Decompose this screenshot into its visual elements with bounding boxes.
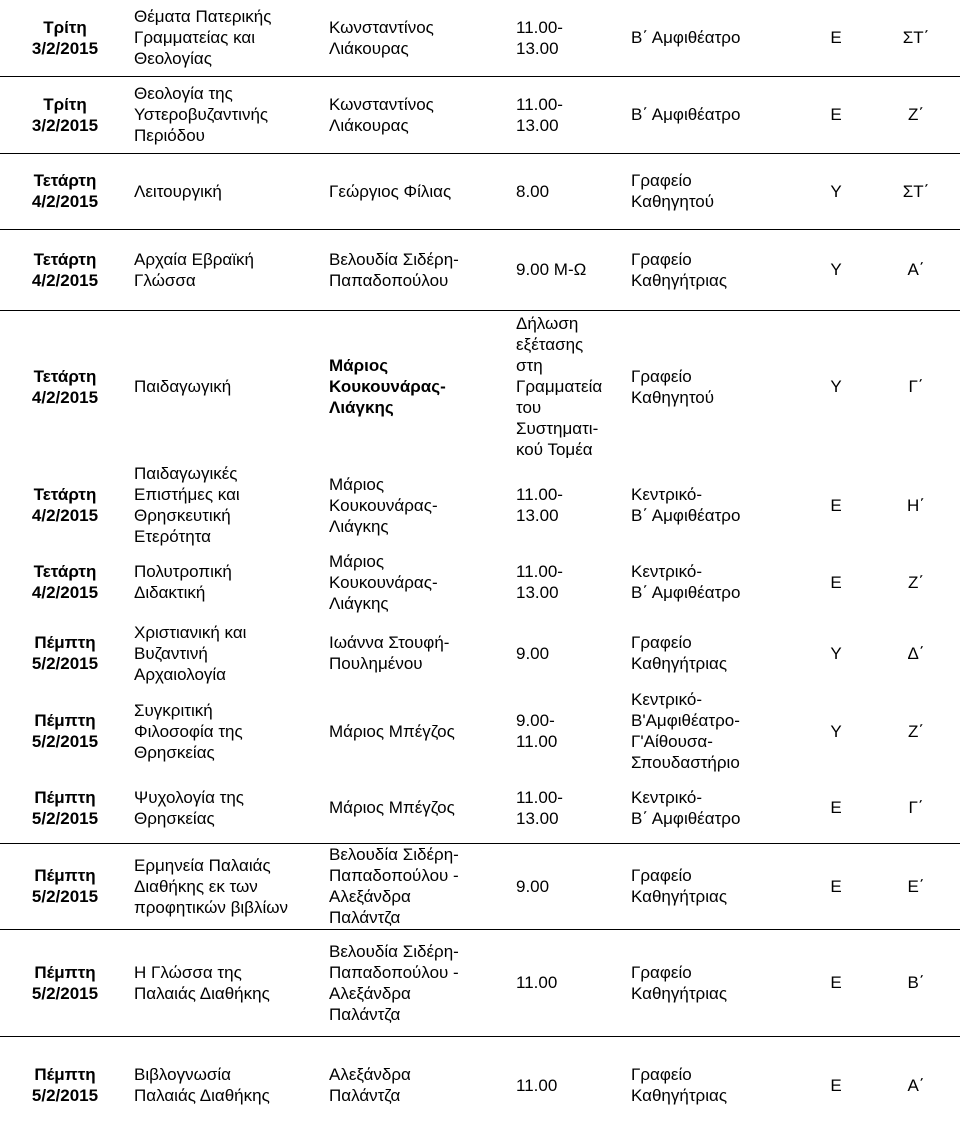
exam-place: Γραφείο <box>631 1065 692 1085</box>
day-name: Πέμπτη <box>34 633 96 652</box>
professor-name: Μάριος Μπέγζος <box>329 721 455 741</box>
exam-time: 11.00- <box>516 17 563 37</box>
day-name: Πέμπτη <box>34 787 96 807</box>
professor-name: Κουκουνάρας- <box>329 495 438 515</box>
course-name: Παλαιάς Διαθήκης <box>134 1086 270 1106</box>
day-cell <box>0 547 128 617</box>
professor-cell <box>323 310 510 463</box>
course-cell <box>128 310 323 463</box>
exam-date: 5/2/2015 <box>31 1086 99 1106</box>
course-name: Διαθήκης εκ των <box>134 876 258 896</box>
exam-time: 9.00 <box>516 643 550 663</box>
exam-time: 11.00- <box>516 787 563 807</box>
exam-place: Β΄ Αμφιθέατρο <box>631 506 741 525</box>
course-cell <box>128 843 323 929</box>
exam-place: Γραφείο <box>631 962 692 982</box>
exam-date: 3/2/2015 <box>31 115 99 135</box>
exam-time: κού Τομέα <box>516 440 593 460</box>
professor-name: Μάριος <box>329 474 385 494</box>
professor-name: Παλάντζα <box>329 1004 401 1024</box>
exam-time: 13.00 <box>516 115 559 135</box>
table-row <box>0 929 960 1036</box>
course-name: Συγκριτική <box>134 700 213 720</box>
professor-cell <box>323 929 510 1036</box>
time-cell <box>510 76 625 153</box>
course-cell <box>128 929 323 1036</box>
semester-code: ΣΤ΄ <box>902 181 930 201</box>
professor-cell <box>323 229 510 310</box>
day-name: Πέμπτη <box>34 962 96 982</box>
exam-date: 5/2/2015 <box>31 654 99 673</box>
time-cell <box>510 929 625 1036</box>
semester-code: ΣΤ΄ <box>902 28 930 48</box>
period-cell <box>800 0 870 76</box>
course-name: Θεολογίας <box>134 49 212 69</box>
semester-cell <box>870 547 960 617</box>
exam-date: 4/2/2015 <box>31 387 99 407</box>
course-name: Θεολογία της <box>134 84 233 103</box>
professor-cell <box>323 773 510 843</box>
day-name: Τετάρτη <box>33 366 97 386</box>
table-row <box>0 689 960 773</box>
table-row <box>0 1036 960 1134</box>
exam-time: στη <box>516 356 543 376</box>
course-name: Επιστήμες και <box>134 485 240 504</box>
day-name: Πέμπτη <box>34 711 96 730</box>
semester-cell <box>870 229 960 310</box>
exam-time: 9.00 <box>516 876 550 896</box>
place-cell <box>625 547 800 617</box>
course-name: Γραμματείας και <box>134 28 255 48</box>
professor-cell <box>323 689 510 773</box>
day-cell <box>0 463 128 547</box>
place-cell <box>625 929 800 1036</box>
day-cell <box>0 76 128 153</box>
table-row <box>0 547 960 617</box>
exam-place: Β΄ Αμφιθέατρο <box>631 808 741 828</box>
exam-place: Β'Αμφιθέατρο- <box>631 711 740 730</box>
course-cell <box>128 547 323 617</box>
semester-code: Α΄ <box>907 1075 925 1095</box>
semester-cell <box>870 773 960 843</box>
course-cell <box>128 153 323 229</box>
professor-cell <box>323 463 510 547</box>
exam-place: Β΄ Αμφιθέατρο <box>631 583 741 602</box>
period-cell <box>800 76 870 153</box>
day-cell <box>0 310 128 463</box>
exam-place: Β΄ Αμφιθέατρο <box>631 28 741 48</box>
professor-name: Βελουδία Σιδέρη- <box>329 249 459 269</box>
period-cell <box>800 773 870 843</box>
course-name: Η Γλώσσα της <box>134 962 242 982</box>
period-code: Ε <box>830 876 842 896</box>
exam-place: Καθηγητού <box>631 387 715 407</box>
exam-date: 5/2/2015 <box>31 887 99 906</box>
period-cell <box>800 463 870 547</box>
day-cell <box>0 1036 128 1134</box>
exam-time: Συστηματι- <box>516 419 599 439</box>
day-cell <box>0 843 128 929</box>
exam-place: Κεντρικό- <box>631 485 702 504</box>
professor-cell <box>323 843 510 929</box>
exam-time: Δήλωση <box>516 314 579 334</box>
course-name: Φιλοσοφία της <box>134 721 243 741</box>
course-cell <box>128 689 323 773</box>
course-name: Περιόδου <box>134 126 205 145</box>
exam-date: 5/2/2015 <box>31 808 99 828</box>
course-name: Αρχαία Εβραϊκή <box>134 249 254 269</box>
professor-cell <box>323 547 510 617</box>
semester-code: Γ΄ <box>908 798 924 818</box>
exam-place: Κεντρικό- <box>631 787 702 807</box>
day-name: Πέμπτη <box>34 1065 96 1085</box>
time-cell <box>510 1036 625 1134</box>
course-name: Θέματα Πατερικής <box>134 7 272 27</box>
professor-name: Αλεξάνδρα <box>329 983 411 1003</box>
table-row <box>0 773 960 843</box>
course-cell <box>128 463 323 547</box>
semester-code: Ζ΄ <box>907 572 925 592</box>
course-cell <box>128 1036 323 1134</box>
exam-time: 9.00- <box>516 711 555 730</box>
exam-time: 8.00 <box>516 181 550 201</box>
course-cell <box>128 0 323 76</box>
exam-time: του <box>516 398 542 418</box>
place-cell <box>625 229 800 310</box>
course-name: Θρησκείας <box>134 742 215 762</box>
period-code: Υ <box>830 643 842 663</box>
semester-cell <box>870 0 960 76</box>
semester-code: Γ΄ <box>908 377 924 397</box>
period-code: Ε <box>830 105 842 124</box>
place-cell <box>625 617 800 689</box>
period-code: Ε <box>830 1075 842 1095</box>
professor-cell <box>323 0 510 76</box>
professor-name: Λιάκουρας <box>329 38 409 58</box>
professor-cell <box>323 617 510 689</box>
period-cell <box>800 153 870 229</box>
time-cell <box>510 463 625 547</box>
exam-place: Γραφείο <box>631 249 692 269</box>
course-name: Παιδαγωγικές <box>134 464 238 483</box>
professor-name: Κουκουνάρας- <box>329 572 438 592</box>
course-name: Χριστιανική και <box>134 622 247 642</box>
course-name: Θρησκευτική <box>134 506 231 525</box>
period-code: Ε <box>830 798 842 818</box>
exam-time: 11.00 <box>516 973 558 992</box>
exam-place: Καθηγητού <box>631 192 715 211</box>
course-cell <box>128 229 323 310</box>
day-name: Τετάρτη <box>33 562 97 581</box>
period-cell <box>800 229 870 310</box>
course-name: Ερμηνεία Παλαιάς <box>134 855 271 875</box>
exam-time: εξέτασης <box>516 335 584 355</box>
exam-date: 5/2/2015 <box>31 983 99 1003</box>
exam-time: 13.00 <box>516 583 559 602</box>
semester-code: Ζ΄ <box>907 721 925 741</box>
exam-place: Γραφείο <box>631 866 692 885</box>
exam-date: 4/2/2015 <box>31 583 99 602</box>
period-cell <box>800 843 870 929</box>
exam-time: Γραμματεία <box>516 377 603 397</box>
time-cell <box>510 0 625 76</box>
professor-name: Παλάντζα <box>329 1086 401 1106</box>
exam-date: 5/2/2015 <box>31 732 99 751</box>
course-cell <box>128 617 323 689</box>
day-name: Τρίτη <box>43 94 87 114</box>
professor-cell <box>323 76 510 153</box>
professor-name: Λιάκουρας <box>329 115 409 135</box>
professor-cell <box>323 153 510 229</box>
day-cell <box>0 229 128 310</box>
professor-name: Βελουδία Σιδέρη- <box>329 941 459 961</box>
course-name: Βιβλογνωσία <box>134 1065 231 1085</box>
semester-code: Α΄ <box>907 260 925 279</box>
time-cell <box>510 617 625 689</box>
period-code: Ε <box>830 28 842 48</box>
professor-name: Βελουδία Σιδέρη- <box>329 845 459 864</box>
place-cell <box>625 153 800 229</box>
professor-name: Κωνσταντίνος <box>329 94 434 114</box>
day-cell <box>0 929 128 1036</box>
semester-cell <box>870 310 960 463</box>
day-cell <box>0 0 128 76</box>
professor-name: Μάριος <box>329 551 385 571</box>
table-row <box>0 843 960 929</box>
professor-name: Λιάγκης <box>329 516 389 536</box>
table-row <box>0 310 960 463</box>
day-cell <box>0 617 128 689</box>
semester-cell <box>870 1036 960 1134</box>
day-cell <box>0 773 128 843</box>
course-name: Γλώσσα <box>134 270 196 290</box>
professor-name: Μάριος Μπέγζος <box>329 798 455 818</box>
professor-name: Παπαδοπούλου <box>329 270 449 290</box>
period-cell <box>800 1036 870 1134</box>
course-cell <box>128 773 323 843</box>
place-cell <box>625 843 800 929</box>
professor-name: Ιωάννα Στουφή- <box>329 633 450 652</box>
day-name: Τετάρτη <box>33 249 97 269</box>
course-name: Υστεροβυζαντινής <box>134 105 269 124</box>
semester-code: Η΄ <box>907 495 925 515</box>
semester-cell <box>870 843 960 929</box>
exam-place: Καθηγήτριας <box>631 983 728 1003</box>
period-code: Υ <box>830 181 842 201</box>
exam-time: 13.00 <box>516 506 559 525</box>
exam-place: Καθηγήτριας <box>631 270 728 290</box>
professor-name: Μάριος <box>329 356 389 376</box>
time-cell <box>510 843 625 929</box>
time-cell <box>510 153 625 229</box>
place-cell <box>625 0 800 76</box>
course-name: Διδακτική <box>134 583 206 602</box>
course-name: Ψυχολογία της <box>134 787 244 807</box>
exam-time: 13.00 <box>516 38 559 58</box>
course-name: Πολυτροπική <box>134 562 232 581</box>
day-name: Τετάρτη <box>33 485 97 504</box>
course-name: Βυζαντινή <box>134 643 208 663</box>
table-row <box>0 463 960 547</box>
exam-date: 3/2/2015 <box>31 38 99 58</box>
course-name: Παλαιάς Διαθήκης <box>134 983 270 1003</box>
semester-cell <box>870 153 960 229</box>
professor-name: Λιάγκης <box>329 593 389 613</box>
exam-place: Γραφείο <box>631 633 692 652</box>
period-cell <box>800 617 870 689</box>
place-cell <box>625 689 800 773</box>
table-row <box>0 0 960 76</box>
exam-date: 4/2/2015 <box>31 270 99 290</box>
period-code: Ε <box>830 495 842 515</box>
course-name: Θρησκείας <box>134 808 215 828</box>
exam-place: Κεντρικό- <box>631 562 702 581</box>
table-row <box>0 153 960 229</box>
exam-date: 4/2/2015 <box>31 192 99 211</box>
period-code: Ε <box>830 572 842 592</box>
place-cell <box>625 1036 800 1134</box>
period-code: Υ <box>830 721 842 741</box>
table-row <box>0 229 960 310</box>
semester-code: Ζ΄ <box>907 105 925 124</box>
exam-time: 11.00- <box>516 94 563 114</box>
time-cell <box>510 689 625 773</box>
period-cell <box>800 689 870 773</box>
day-cell <box>0 689 128 773</box>
semester-code: Β΄ <box>907 973 925 992</box>
exam-time: 11.00 <box>516 1075 558 1095</box>
exam-place: Γραφείο <box>631 366 692 386</box>
period-cell <box>800 310 870 463</box>
day-name: Τετάρτη <box>33 171 97 190</box>
exam-place: Γραφείο <box>631 171 692 190</box>
semester-cell <box>870 929 960 1036</box>
semester-cell <box>870 689 960 773</box>
place-cell <box>625 310 800 463</box>
professor-name: Παλάντζα <box>329 908 401 927</box>
day-name: Πέμπτη <box>34 866 96 885</box>
place-cell <box>625 773 800 843</box>
day-name: Τρίτη <box>43 17 87 37</box>
place-cell <box>625 463 800 547</box>
period-cell <box>800 929 870 1036</box>
course-name: Λειτουργική <box>134 181 222 201</box>
table-row <box>0 76 960 153</box>
course-name: Παιδαγωγική <box>134 377 232 397</box>
professor-cell <box>323 1036 510 1134</box>
professor-name: Γεώργιος Φίλιας <box>329 181 452 201</box>
exam-place: Καθηγήτριας <box>631 1086 728 1106</box>
exam-place: Καθηγήτριας <box>631 654 728 673</box>
semester-cell <box>870 617 960 689</box>
course-name: Ετερότητα <box>134 527 211 546</box>
professor-name: Πουλημένου <box>329 654 423 673</box>
period-code: Ε <box>830 973 842 992</box>
professor-name: Παπαδοπούλου - <box>329 962 459 982</box>
period-cell <box>800 547 870 617</box>
time-cell <box>510 773 625 843</box>
course-name: προφητικών βιβλίων <box>134 897 288 917</box>
semester-code: Δ΄ <box>907 643 925 663</box>
exam-place: Σπουδαστήριο <box>631 753 740 772</box>
professor-name: Παπαδοπούλου - <box>329 866 459 885</box>
exam-date: 4/2/2015 <box>31 506 99 525</box>
exam-time: 11.00- <box>516 562 563 581</box>
professor-name: Λιάγκης <box>329 398 394 418</box>
semester-cell <box>870 463 960 547</box>
time-cell <box>510 229 625 310</box>
exam-place: Καθηγήτριας <box>631 887 728 906</box>
time-cell <box>510 310 625 463</box>
course-name: Αρχαιολογία <box>134 664 227 684</box>
period-code: Υ <box>830 260 842 279</box>
table-row <box>0 617 960 689</box>
semester-cell <box>870 76 960 153</box>
exam-time: 9.00 Μ-Ω <box>516 260 587 279</box>
professor-name: Αλεξάνδρα <box>329 887 411 906</box>
time-cell <box>510 547 625 617</box>
day-cell <box>0 153 128 229</box>
professor-name: Αλεξάνδρα <box>329 1065 411 1085</box>
exam-place: Β΄ Αμφιθέατρο <box>631 105 741 124</box>
exam-place: Κεντρικό- <box>631 690 702 709</box>
exam-place: Γ'Αίθουσα- <box>631 732 713 751</box>
exam-time: 13.00 <box>516 808 559 828</box>
exam-time: 11.00- <box>516 485 563 504</box>
professor-name: Κουκουνάρας- <box>329 377 446 397</box>
period-code: Υ <box>830 377 842 397</box>
professor-name: Κωνσταντίνος <box>329 17 434 37</box>
course-cell <box>128 76 323 153</box>
exam-time: 11.00 <box>516 732 558 751</box>
place-cell <box>625 76 800 153</box>
semester-code: Ε΄ <box>907 876 925 896</box>
